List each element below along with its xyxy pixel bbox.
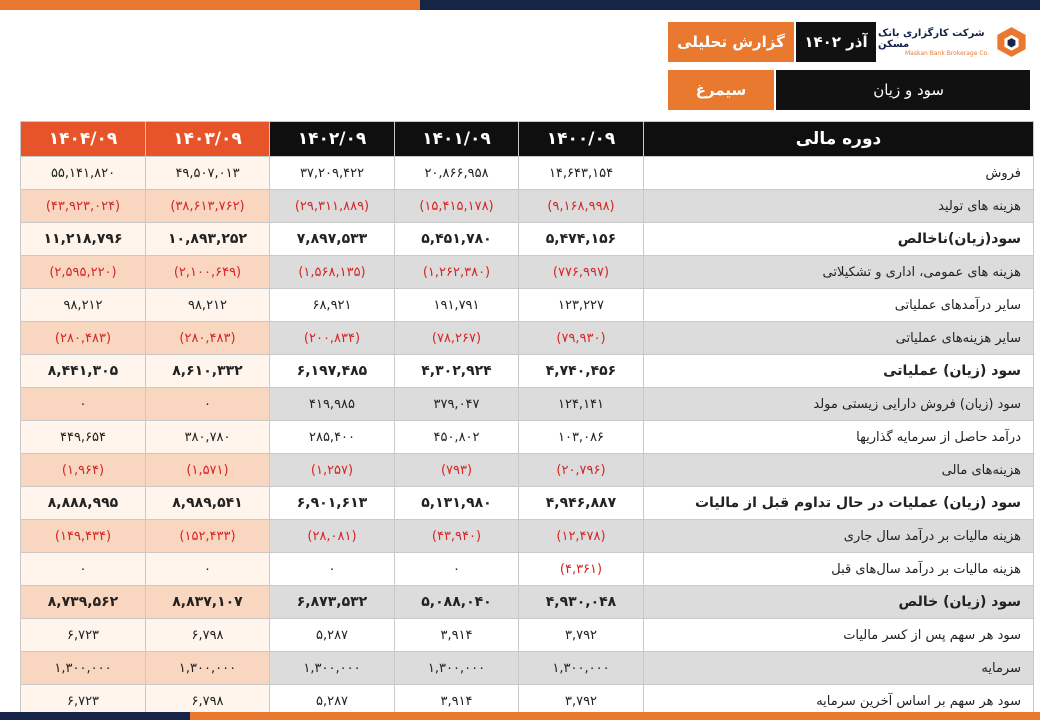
table-cell: (۷۹,۹۳۰)	[519, 322, 644, 355]
table-cell: (۱,۲۵۷)	[270, 454, 395, 487]
statement-title: سود و زیان	[776, 70, 1030, 110]
table-cell: (۳۸,۶۱۳,۷۶۲)	[146, 190, 270, 223]
table-cell: ۰	[21, 388, 146, 421]
table-cell: ۴,۹۴۶,۸۸۷	[519, 487, 644, 520]
table-cell: ۵,۱۳۱,۹۸۰	[395, 487, 519, 520]
table-cell: (۱۲,۴۷۸)	[519, 520, 644, 553]
row-label: سرمایه	[644, 652, 1034, 685]
table-row	[21, 487, 1034, 520]
table-cell: (۴۳,۹۲۳,۰۲۴)	[21, 190, 146, 223]
table-row	[21, 256, 1034, 289]
table-row	[21, 289, 1034, 322]
table-cell: ۸,۶۱۰,۳۳۲	[146, 355, 270, 388]
table-cell: ۷,۸۹۷,۵۳۳	[270, 223, 395, 256]
row-label: درآمد حاصل از سرمایه گذاریها	[644, 421, 1034, 454]
table-cell: (۲۹,۳۱۱,۸۸۹)	[270, 190, 395, 223]
table-cell: ۰	[270, 553, 395, 586]
company-name-fa: شرکت کارگزاری بانک مسکن	[878, 27, 985, 50]
table-cell: ۸,۸۸۸,۹۹۵	[21, 487, 146, 520]
table-cell: ۰	[146, 553, 270, 586]
row-label: سود(زیان)ناخالص	[644, 223, 1034, 256]
table-cell: ۴۱۹,۹۸۵	[270, 388, 395, 421]
table-cell: ۸,۴۴۱,۳۰۵	[21, 355, 146, 388]
table-cell: (۱۵,۴۱۵,۱۷۸)	[395, 190, 519, 223]
table-row	[21, 619, 1034, 652]
table-cell: (۷۷۶,۹۹۷)	[519, 256, 644, 289]
bottom-accent-bar	[190, 712, 1040, 720]
table-cell: ۹۸,۲۱۲	[21, 289, 146, 322]
period-header: دوره مالی	[644, 122, 1034, 157]
table-cell: ۸,۹۸۹,۵۴۱	[146, 487, 270, 520]
table-cell: (۲,۵۹۵,۲۲۰)	[21, 256, 146, 289]
table-cell: ۱,۳۰۰,۰۰۰	[21, 652, 146, 685]
row-label: هزینه‌های مالی	[644, 454, 1034, 487]
table-cell: (۲,۱۰۰,۶۴۹)	[146, 256, 270, 289]
column-header: ۱۴۰۱/۰۹	[395, 122, 519, 157]
row-label: سود هر سهم پس از کسر مالیات	[644, 619, 1034, 652]
table-cell: ۴,۳۰۲,۹۲۴	[395, 355, 519, 388]
table-cell: ۶,۱۹۷,۴۸۵	[270, 355, 395, 388]
table-header-row	[21, 122, 1034, 157]
column-header: ۱۴۰۰/۰۹	[519, 122, 644, 157]
column-header: ۱۴۰۴/۰۹	[21, 122, 146, 157]
row-label: هزینه های عمومی، اداری و تشکیلاتی	[644, 256, 1034, 289]
table-cell: ۸,۸۳۷,۱۰۷	[146, 586, 270, 619]
table-cell: ۱۲۳,۲۲۷	[519, 289, 644, 322]
table-row	[21, 553, 1034, 586]
company-logo	[878, 18, 1030, 66]
column-header: ۱۴۰۳/۰۹	[146, 122, 270, 157]
table-cell: ۱۴,۶۴۳,۱۵۴	[519, 157, 644, 190]
table-cell: ۵,۲۸۷	[270, 685, 395, 718]
table-cell: ۵,۴۷۴,۱۵۶	[519, 223, 644, 256]
table-cell: ۶,۹۰۱,۶۱۳	[270, 487, 395, 520]
table-cell: ۰	[21, 553, 146, 586]
table-cell: (۱۵۲,۴۳۳)	[146, 520, 270, 553]
table-cell: ۱,۳۰۰,۰۰۰	[146, 652, 270, 685]
table-cell: (۱,۵۷۱)	[146, 454, 270, 487]
table-row	[21, 322, 1034, 355]
table-cell: ۱,۳۰۰,۰۰۰	[270, 652, 395, 685]
table-cell: ۶۸,۹۲۱	[270, 289, 395, 322]
table-cell: (۹,۱۶۸,۹۹۸)	[519, 190, 644, 223]
table-cell: ۱۰۳,۰۸۶	[519, 421, 644, 454]
table-cell: ۳,۷۹۲	[519, 685, 644, 718]
table-cell: (۷۸,۲۶۷)	[395, 322, 519, 355]
table-cell: ۶,۷۲۳	[21, 685, 146, 718]
table-cell: (۱,۲۶۲,۳۸۰)	[395, 256, 519, 289]
table-row	[21, 388, 1034, 421]
row-label: هزینه مالیات بر درآمد سال‌های قبل	[644, 553, 1034, 586]
table-cell: (۷۹۳)	[395, 454, 519, 487]
row-label: سود (زیان) فروش دارایی زیستی مولد	[644, 388, 1034, 421]
table-cell: ۶,۸۷۳,۵۳۲	[270, 586, 395, 619]
table-cell: ۳,۷۹۲	[519, 619, 644, 652]
table-row	[21, 223, 1034, 256]
table-cell: ۱,۳۰۰,۰۰۰	[395, 652, 519, 685]
table-cell: (۲۸۰,۴۸۳)	[146, 322, 270, 355]
table-cell: ۴۵۰,۸۰۲	[395, 421, 519, 454]
table-cell: ۱۹۱,۷۹۱	[395, 289, 519, 322]
table-row	[21, 421, 1034, 454]
table-cell: ۶,۷۹۸	[146, 619, 270, 652]
table-cell: ۴۹,۵۰۷,۰۱۳	[146, 157, 270, 190]
table-cell: ۱۲۴,۱۴۱	[519, 388, 644, 421]
table-cell: ۴,۹۳۰,۰۴۸	[519, 586, 644, 619]
table-cell: ۴۴۹,۶۵۴	[21, 421, 146, 454]
row-label: سود (زیان) خالص	[644, 586, 1034, 619]
table-cell: (۲۰,۷۹۶)	[519, 454, 644, 487]
table-cell: (۱,۹۶۴)	[21, 454, 146, 487]
table-row	[21, 157, 1034, 190]
table-cell: ۹۸,۲۱۲	[146, 289, 270, 322]
table-cell: ۰	[395, 553, 519, 586]
table-cell: ۳,۹۱۴	[395, 685, 519, 718]
table-cell: (۴۳,۹۴۰)	[395, 520, 519, 553]
table-row	[21, 520, 1034, 553]
table-row	[21, 454, 1034, 487]
table-cell: ۳,۹۱۴	[395, 619, 519, 652]
stock-symbol-label: سیمرغ	[668, 70, 774, 110]
table-cell: (۲۸۰,۴۸۳)	[21, 322, 146, 355]
report-date-label: آذر ۱۴۰۲	[796, 22, 876, 62]
table-cell: ۳۷,۲۰۹,۴۲۲	[270, 157, 395, 190]
table-cell: ۱۱,۲۱۸,۷۹۶	[21, 223, 146, 256]
table-cell: ۱,۳۰۰,۰۰۰	[519, 652, 644, 685]
table-row	[21, 586, 1034, 619]
report-type-label: گزارش تحلیلی	[668, 22, 794, 62]
table-cell: ۶,۷۲۳	[21, 619, 146, 652]
row-label: فروش	[644, 157, 1034, 190]
top-accent-bar	[0, 0, 420, 10]
table-row	[21, 190, 1034, 223]
row-label: سایر درآمدهای عملیاتی	[644, 289, 1034, 322]
table-cell: (۲۸,۰۸۱)	[270, 520, 395, 553]
table-cell: ۶,۷۹۸	[146, 685, 270, 718]
table-cell: ۲۰,۸۶۶,۹۵۸	[395, 157, 519, 190]
table-cell: ۵,۰۸۸,۰۴۰	[395, 586, 519, 619]
table-cell: ۵۵,۱۴۱,۸۲۰	[21, 157, 146, 190]
table-cell: ۲۸۵,۴۰۰	[270, 421, 395, 454]
table-cell: ۵,۲۸۷	[270, 619, 395, 652]
table-cell: ۳۸۰,۷۸۰	[146, 421, 270, 454]
table-cell: ۴,۷۴۰,۴۵۶	[519, 355, 644, 388]
row-label: سود هر سهم بر اساس آخرین سرمایه	[644, 685, 1034, 718]
table-row	[21, 355, 1034, 388]
row-label: هزینه های تولید	[644, 190, 1034, 223]
table-cell: (۱,۵۶۸,۱۳۵)	[270, 256, 395, 289]
table-cell: ۳۷۹,۰۴۷	[395, 388, 519, 421]
table-cell: ۱۰,۸۹۳,۲۵۲	[146, 223, 270, 256]
table-row	[21, 652, 1034, 685]
row-label: سود (زیان) عملیاتی	[644, 355, 1034, 388]
row-label: سود (زیان) عملیات در حال تداوم قبل از مالیات	[644, 487, 1034, 520]
table-cell: (۴,۳۶۱)	[519, 553, 644, 586]
company-logo-icon	[995, 21, 1028, 63]
column-header: ۱۴۰۲/۰۹	[270, 122, 395, 157]
income-statement-table	[20, 121, 1034, 718]
table-cell: (۱۴۹,۴۳۴)	[21, 520, 146, 553]
row-label: هزینه مالیات بر درآمد سال جاری	[644, 520, 1034, 553]
table-cell: ۸,۷۳۹,۵۶۲	[21, 586, 146, 619]
row-label: سایر هزینه‌های عملیاتی	[644, 322, 1034, 355]
table-cell: (۲۰۰,۸۳۴)	[270, 322, 395, 355]
company-name-en: Maskan Bank Brokerage Co.	[905, 49, 989, 57]
table-cell: ۵,۴۵۱,۷۸۰	[395, 223, 519, 256]
table-cell: ۰	[146, 388, 270, 421]
